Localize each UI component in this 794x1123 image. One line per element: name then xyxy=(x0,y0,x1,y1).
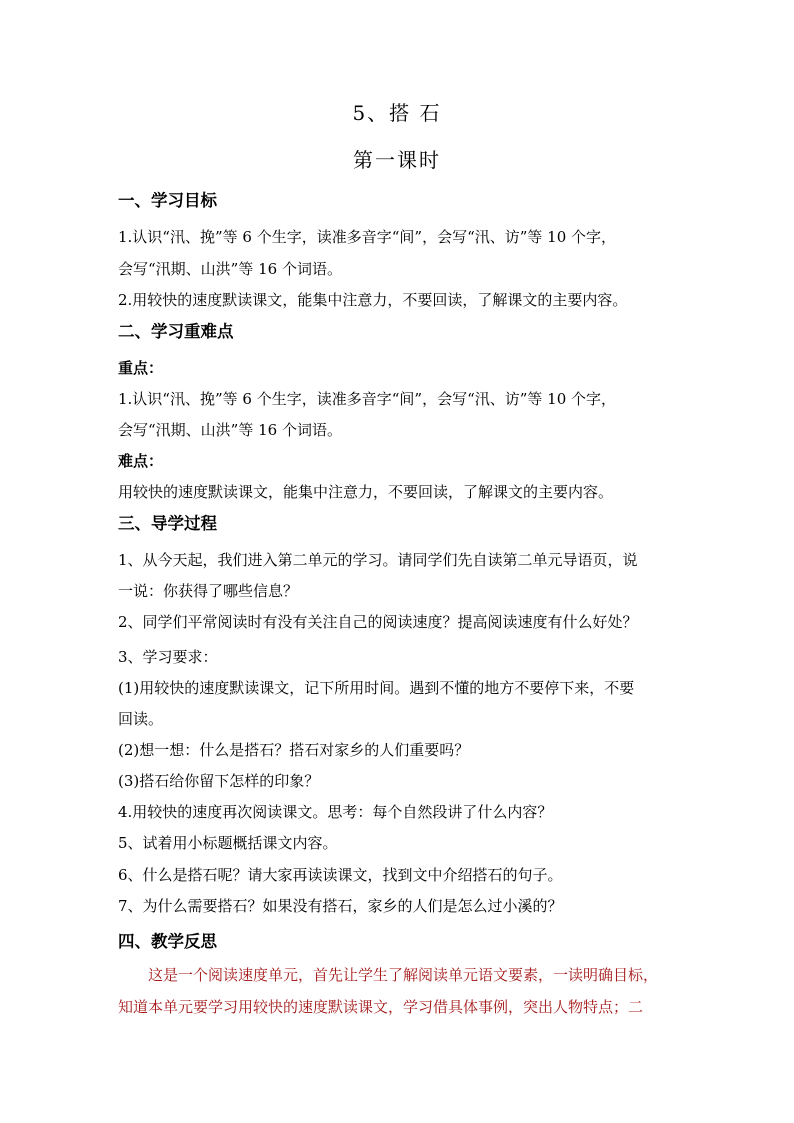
process-line-5: (1)用较快的速度默读课文，记下所用时间。遇到不懂的地方不要停下来，不要 xyxy=(118,679,635,697)
process-line-7: (2)想一想：什么是搭石？搭石对家乡的人们重要吗？ xyxy=(118,741,470,759)
key-point-line-2: 会写“汛期、山洪”等 16 个词语。 xyxy=(118,421,342,439)
difficult-point-label: 难点： xyxy=(118,452,164,470)
process-line-8: (3)搭石给你留下怎样的印象？ xyxy=(118,772,320,790)
process-line-10: 5、试着用小标题概括课文内容。 xyxy=(118,834,338,852)
process-line-4: 3、学习要求： xyxy=(118,648,218,666)
key-point-label: 重点： xyxy=(118,359,164,377)
difficult-point-line-1: 用较快的速度默读课文，能集中注意力，不要回读，了解课文的主要内容。 xyxy=(118,483,614,501)
process-line-11: 6、什么是搭石呢？请大家再读读课文，找到文中介绍搭石的句子。 xyxy=(118,866,563,884)
section-heading-key-points: 二、学习重难点 xyxy=(118,322,234,341)
section-heading-goals: 一、学习目标 xyxy=(118,191,217,210)
section-heading-process: 三、导学过程 xyxy=(118,514,217,533)
process-line-2: 一说：你获得了哪些信息？ xyxy=(118,582,299,600)
goals-line-3: 2.用较快的速度默读课文，能集中注意力，不要回读，了解课文的主要内容。 xyxy=(118,291,628,309)
goals-line-1: 1.认识“汛、挽”等 6 个生字，读准多音字“间”，会写“汛、访”等 10 个字， xyxy=(118,228,617,246)
process-line-1: 1、从今天起，我们进入第二单元的学习。请同学们先自读第二单元导语页，说 xyxy=(118,551,638,569)
reflection-line-1: 这是一个阅读速度单元，首先让学生了解阅读单元语文要素，一读明确目标， xyxy=(148,966,659,984)
process-line-12: 7、为什么需要搭石？如果没有搭石，家乡的人们是怎么过小溪的？ xyxy=(118,897,563,915)
section-heading-reflection: 四、教学反思 xyxy=(118,932,217,951)
process-line-6: 回读。 xyxy=(118,710,164,728)
document-title: 5、搭 石 xyxy=(352,101,442,125)
goals-line-2: 会写“汛期、山洪”等 16 个词语。 xyxy=(118,260,342,278)
document-subtitle: 第一课时 xyxy=(353,148,441,172)
process-line-9: 4.用较快的速度再次阅读课文。思考：每个自然段讲了什么内容？ xyxy=(118,803,553,821)
key-point-line-1: 1.认识“汛、挽”等 6 个生字，读准多音字“间”，会写“汛、访”等 10 个字， xyxy=(118,390,617,408)
reflection-line-2: 知道本单元要学习用较快的速度默读课文，学习借具体事例，突出人物特点；二 xyxy=(118,998,644,1016)
process-line-3: 2、同学们平常阅读时有没有关注自己的阅读速度？提高阅读速度有什么好处？ xyxy=(118,613,638,631)
